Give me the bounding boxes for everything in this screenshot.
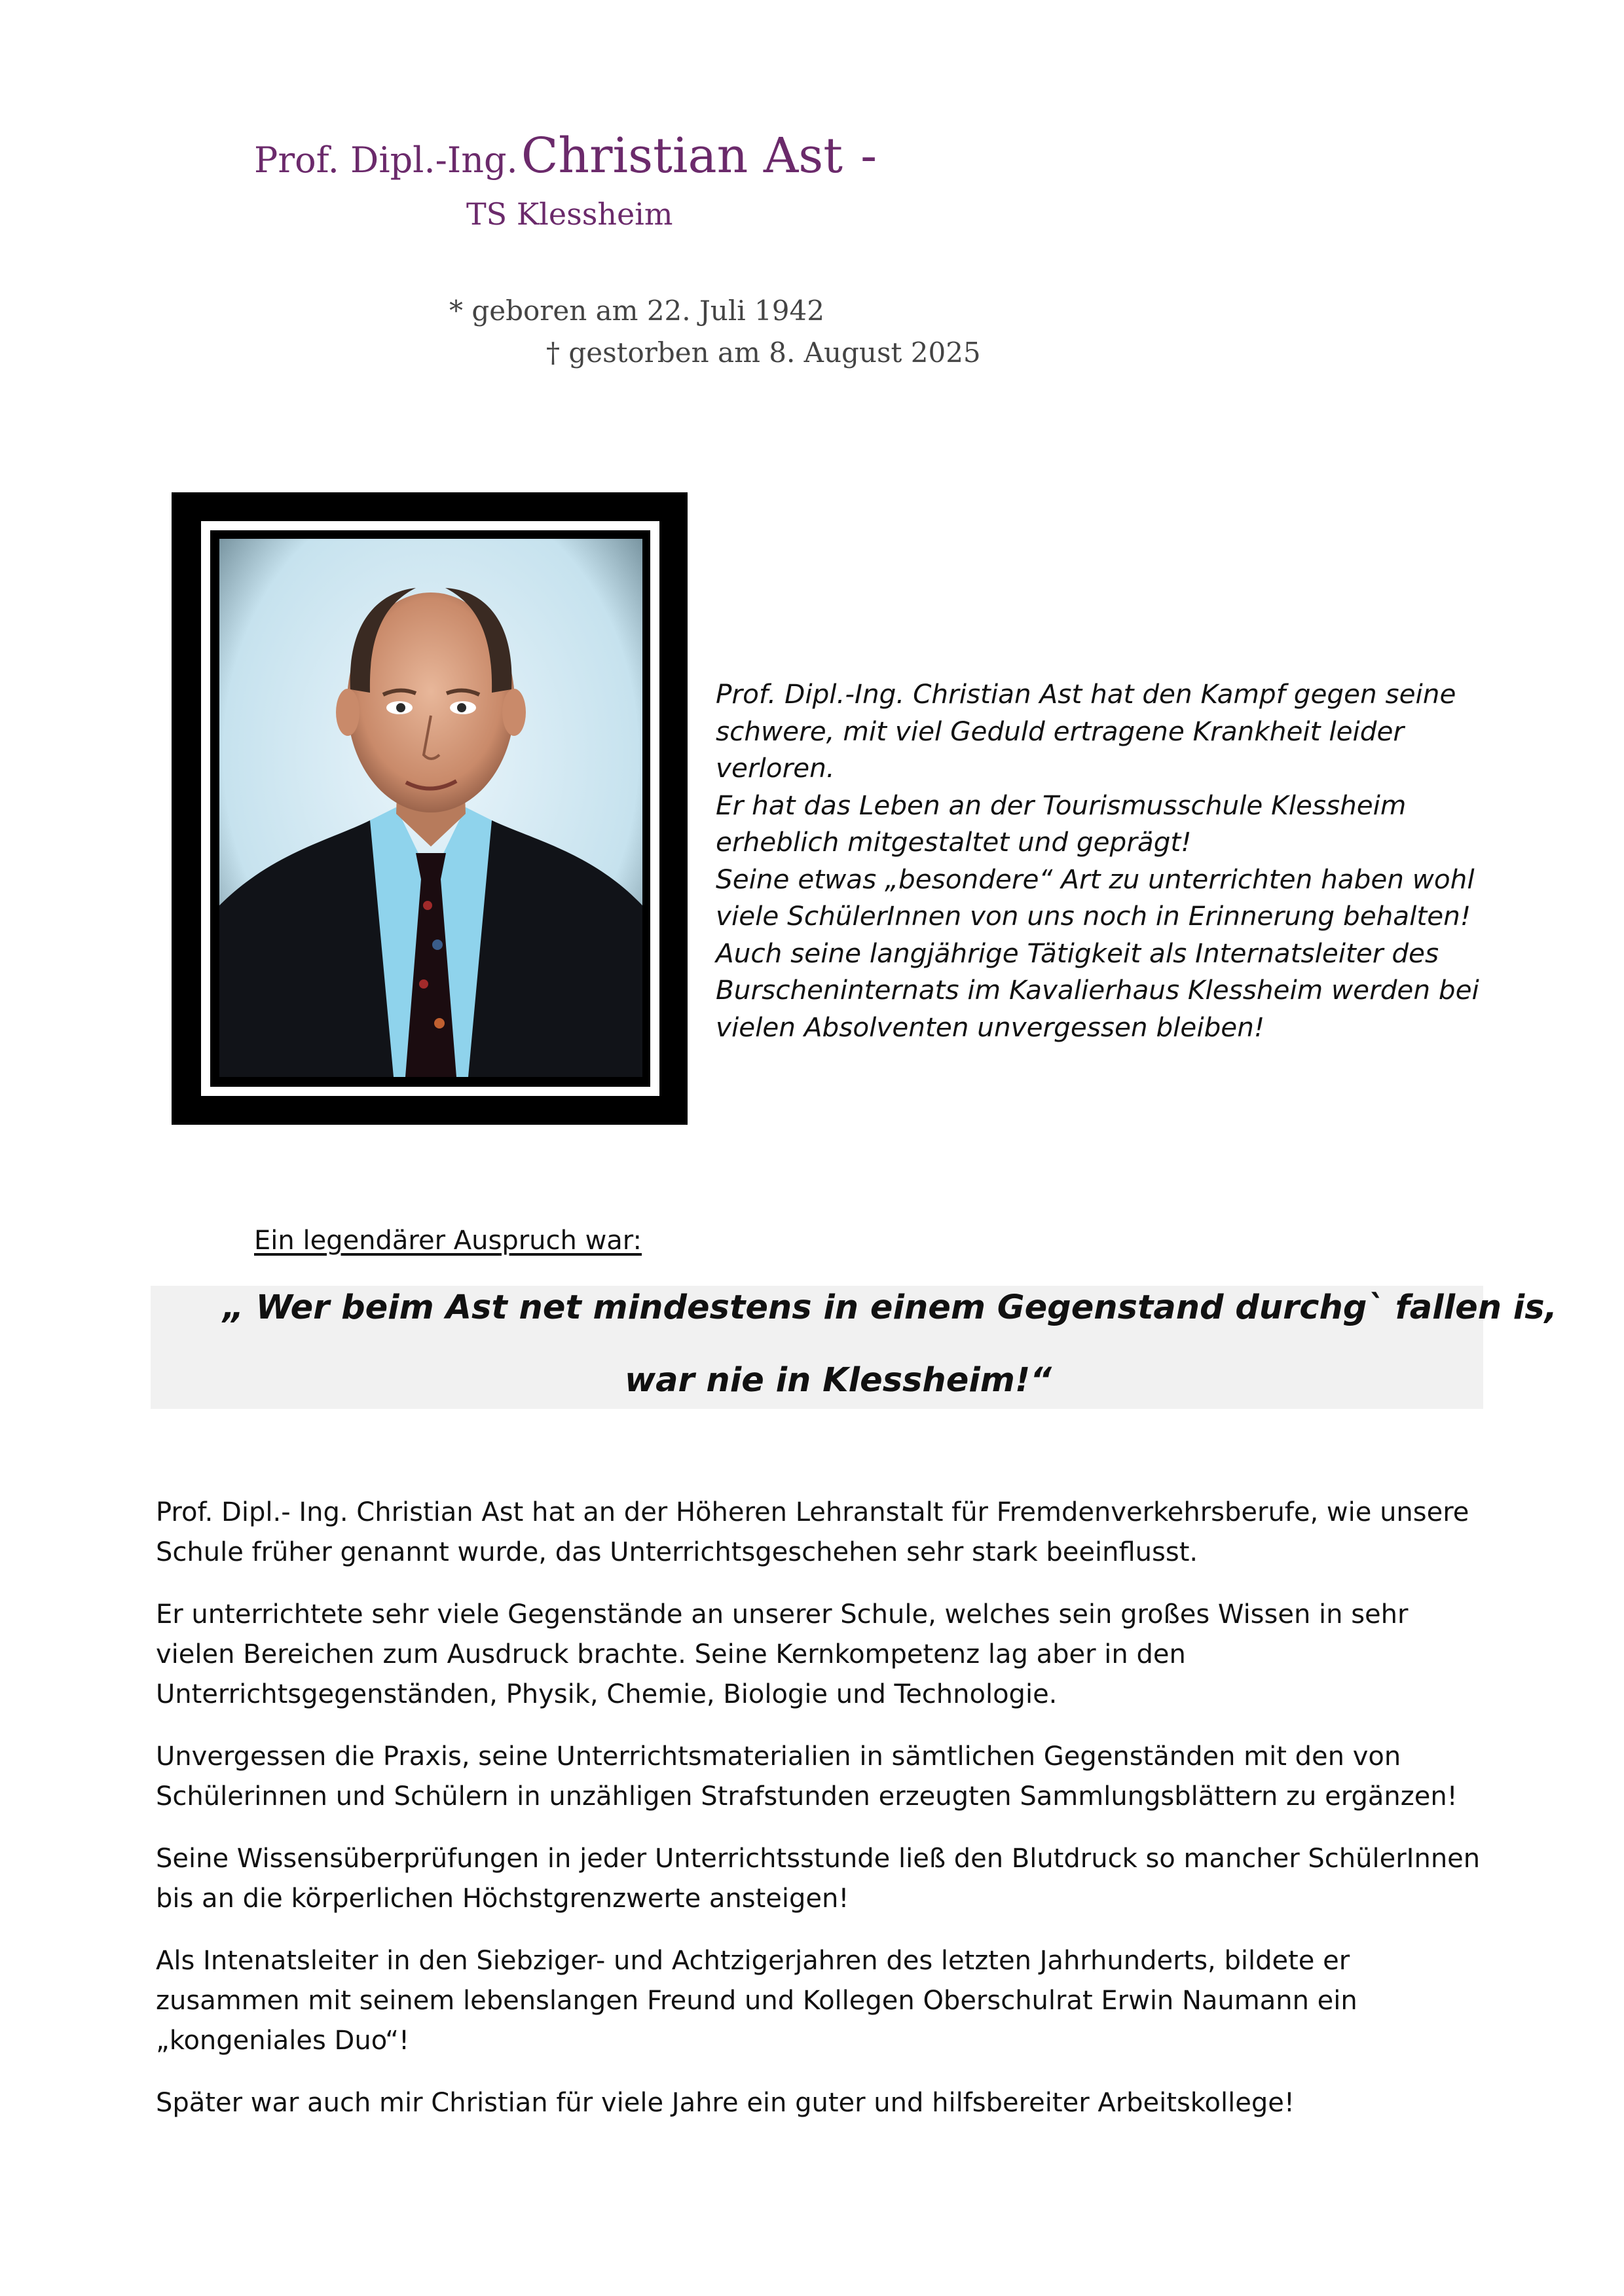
tribute-line: Er hat das Leben an der Tourismusschule Klessheim	[716, 789, 1407, 821]
body-paragraph: Er unterrichtete sehr viele Gegenstände an unserer Schule, welches sein großes Wissen in sehr vielen Bereichen zum Ausdruck brachte. Seine Kernkompetenz lag aber in den Unterrichtsgegenständen, Physik, Chemie, Biologie und Technologie.	[156, 1599, 1409, 1709]
page-title	[254, 128, 877, 184]
title-name: Christian Ast	[521, 128, 843, 184]
quote-line-2: war nie in Klessheim!“	[625, 1361, 1052, 1400]
saying-label: Ein legendärer Auspruch war:	[254, 1226, 642, 1256]
title-dash: -	[860, 128, 877, 184]
body-paragraph: Seine Wissensüberprüfungen in jeder Unterrichtsstunde ließ den Blutdruck so mancher SchülerInnen bis an die körperlichen Höchstgrenzwerte ansteigen!	[156, 1844, 1481, 1914]
tribute-line: viele SchülerInnen von uns noch in Erinnerung behalten!	[716, 900, 1471, 932]
quote-line-1: „ Wer beim Ast net mindestens in einem Gegenstand durchg` fallen is,	[223, 1288, 1558, 1327]
tribute-line: Seine etwas „besondere“ Art zu unterrichten haben wohl	[716, 863, 1475, 895]
portrait-photo	[219, 539, 642, 1077]
tribute-text	[716, 676, 1495, 1046]
tribute-line: Burscheninternats im Kavalierhaus Klessheim werden bei	[716, 974, 1479, 1006]
body-paragraph: Als Intenatsleiter in den Siebziger- und Achtzigerjahren des letzten Jahrhunderts, bildete er zusammen mit seinem lebenslangen Freund und Kollegen Oberschulrat Erwin Naumann ein „kongeniales Duo“!	[156, 1946, 1357, 2056]
tribute-line: erheblich mitgestaltet und geprägt!	[716, 826, 1192, 858]
tribute-line: Auch seine langjährige Tätigkeit als Internatsleiter des	[716, 937, 1439, 969]
tribute-line: Prof. Dipl.-Ing. Christian Ast hat den Kampf gegen seine	[716, 678, 1456, 710]
page-subtitle: TS Klessheim	[466, 196, 673, 232]
body-paragraph: Unvergessen die Praxis, seine Unterrichtsmaterialien in sämtlichen Gegenständen mit den von Schülerinnen und Schülern in unzähligen Strafstunden erzeugten Sammlungsblättern zu ergänzen!	[156, 1741, 1458, 1812]
death-date: † gestorben am 8. August 2025	[546, 337, 981, 369]
body-text	[156, 1493, 1492, 2145]
title-prefix: Prof. Dipl.-Ing.	[254, 139, 518, 181]
body-paragraph: Später war auch mir Christian für viele Jahre ein guter und hilfsbereiter Arbeitskollege!	[156, 2088, 1295, 2118]
tribute-line: schwere, mit viel Geduld ertragene Krankheit leider	[716, 715, 1405, 747]
body-paragraph: Prof. Dipl.- Ing. Christian Ast hat an der Höheren Lehranstalt für Fremdenverkehrsberufe, wie unsere Schule früher genannt wurde, das Unterrichtsgeschehen sehr stark beeinflusst.	[156, 1497, 1469, 1567]
tribute-line: vielen Absolventen unvergessen bleiben!	[716, 1011, 1265, 1043]
birth-date: * geboren am 22. Juli 1942	[449, 295, 824, 327]
tribute-line: verloren.	[716, 752, 835, 784]
